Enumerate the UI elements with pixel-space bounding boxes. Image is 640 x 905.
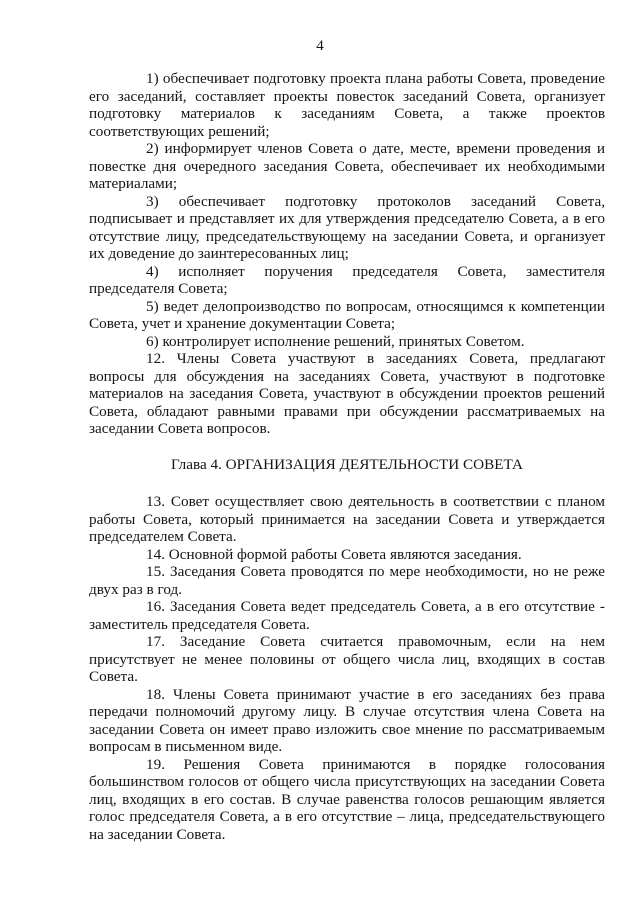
- paragraph-18: 18. Члены Совета принимают участие в его заседаниях без права передачи полномочий другому лицу. В случае отсутствия члена Совета на заседании Совета он имеет право изложить свое мнение по рассматриваемым вопросам в письменном виде.: [89, 685, 605, 755]
- paragraph-12: 12. Члены Совета участвуют в заседаниях Совета, предлагают вопросы для обсуждения на заседаниях Совета, участвуют в подготовке материалов на заседания Совета, участвуют в обсуждении проектов решений Совета, обладают равными правами при обсуждении рассматриваемых на заседании Совета вопросов.: [89, 350, 605, 437]
- paragraph-13: 13. Совет осуществляет свою деятельность в соответствии с планом работы Совета, который принимается на заседании Совета и утверждается председателем Совета.: [89, 493, 605, 545]
- paragraph-duty-5: 5) ведет делопроизводство по вопросам, относящимся к компетенции Совета, учет и хранение документации Совета;: [89, 297, 605, 332]
- paragraph-19: 19. Решения Совета принимаются в порядке голосования большинством голосов от общего числа присутствующих на заседании Совета лиц, входящих в его состав. В случае равенства голосов решающим является голос председателя Совета, а в его отсутствие – лица, председательствующего на заседании Совета.: [89, 755, 605, 843]
- paragraph-duty-1: 1) обеспечивает подготовку проекта плана работы Совета, проведение его заседаний, составляет проекты повесток заседаний Совета, организует подготовку материалов к заседаниям Совета, а также проектов соответствующих решений;: [89, 70, 605, 140]
- paragraph-14: 14. Основной формой работы Совета являются заседания.: [146, 545, 522, 563]
- chapter-title: Глава 4. ОРГАНИЗАЦИЯ ДЕЯТЕЛЬНОСТИ СОВЕТА: [171, 455, 523, 473]
- paragraph-duty-4: 4) исполняет поручения председателя Совета, заместителя председателя Совета;: [89, 262, 605, 297]
- paragraph-17: 17. Заседание Совета считается правомочным, если на нем присутствует не менее половины от общего числа лиц, входящих в состав Совета.: [89, 633, 605, 685]
- paragraph-15: 15. Заседания Совета проводятся по мере необходимости, но не реже двух раз в год.: [89, 563, 605, 598]
- page-number: 4: [316, 38, 324, 54]
- paragraph-duty-3: 3) обеспечивает подготовку протоколов заседаний Совета, подписывает и представляет их для утверждения председателю Совета, а в его отсутствие лицу, председательствующему на заседании Совета, и организует их доведение до заинтересованных лиц;: [89, 192, 605, 262]
- paragraph-16: 16. Заседания Совета ведет председатель Совета, а в его отсутствие - заместитель председателя Совета.: [89, 598, 605, 633]
- paragraph-duty-2: 2) информирует членов Совета о дате, месте, времени проведения и повестке дня очередного заседания Совета, обеспечивает их необходимыми материалами;: [89, 140, 605, 192]
- document-body: [89, 70, 605, 843]
- paragraph-duty-6: 6) контролирует исполнение решений, принятых Советом.: [146, 332, 525, 350]
